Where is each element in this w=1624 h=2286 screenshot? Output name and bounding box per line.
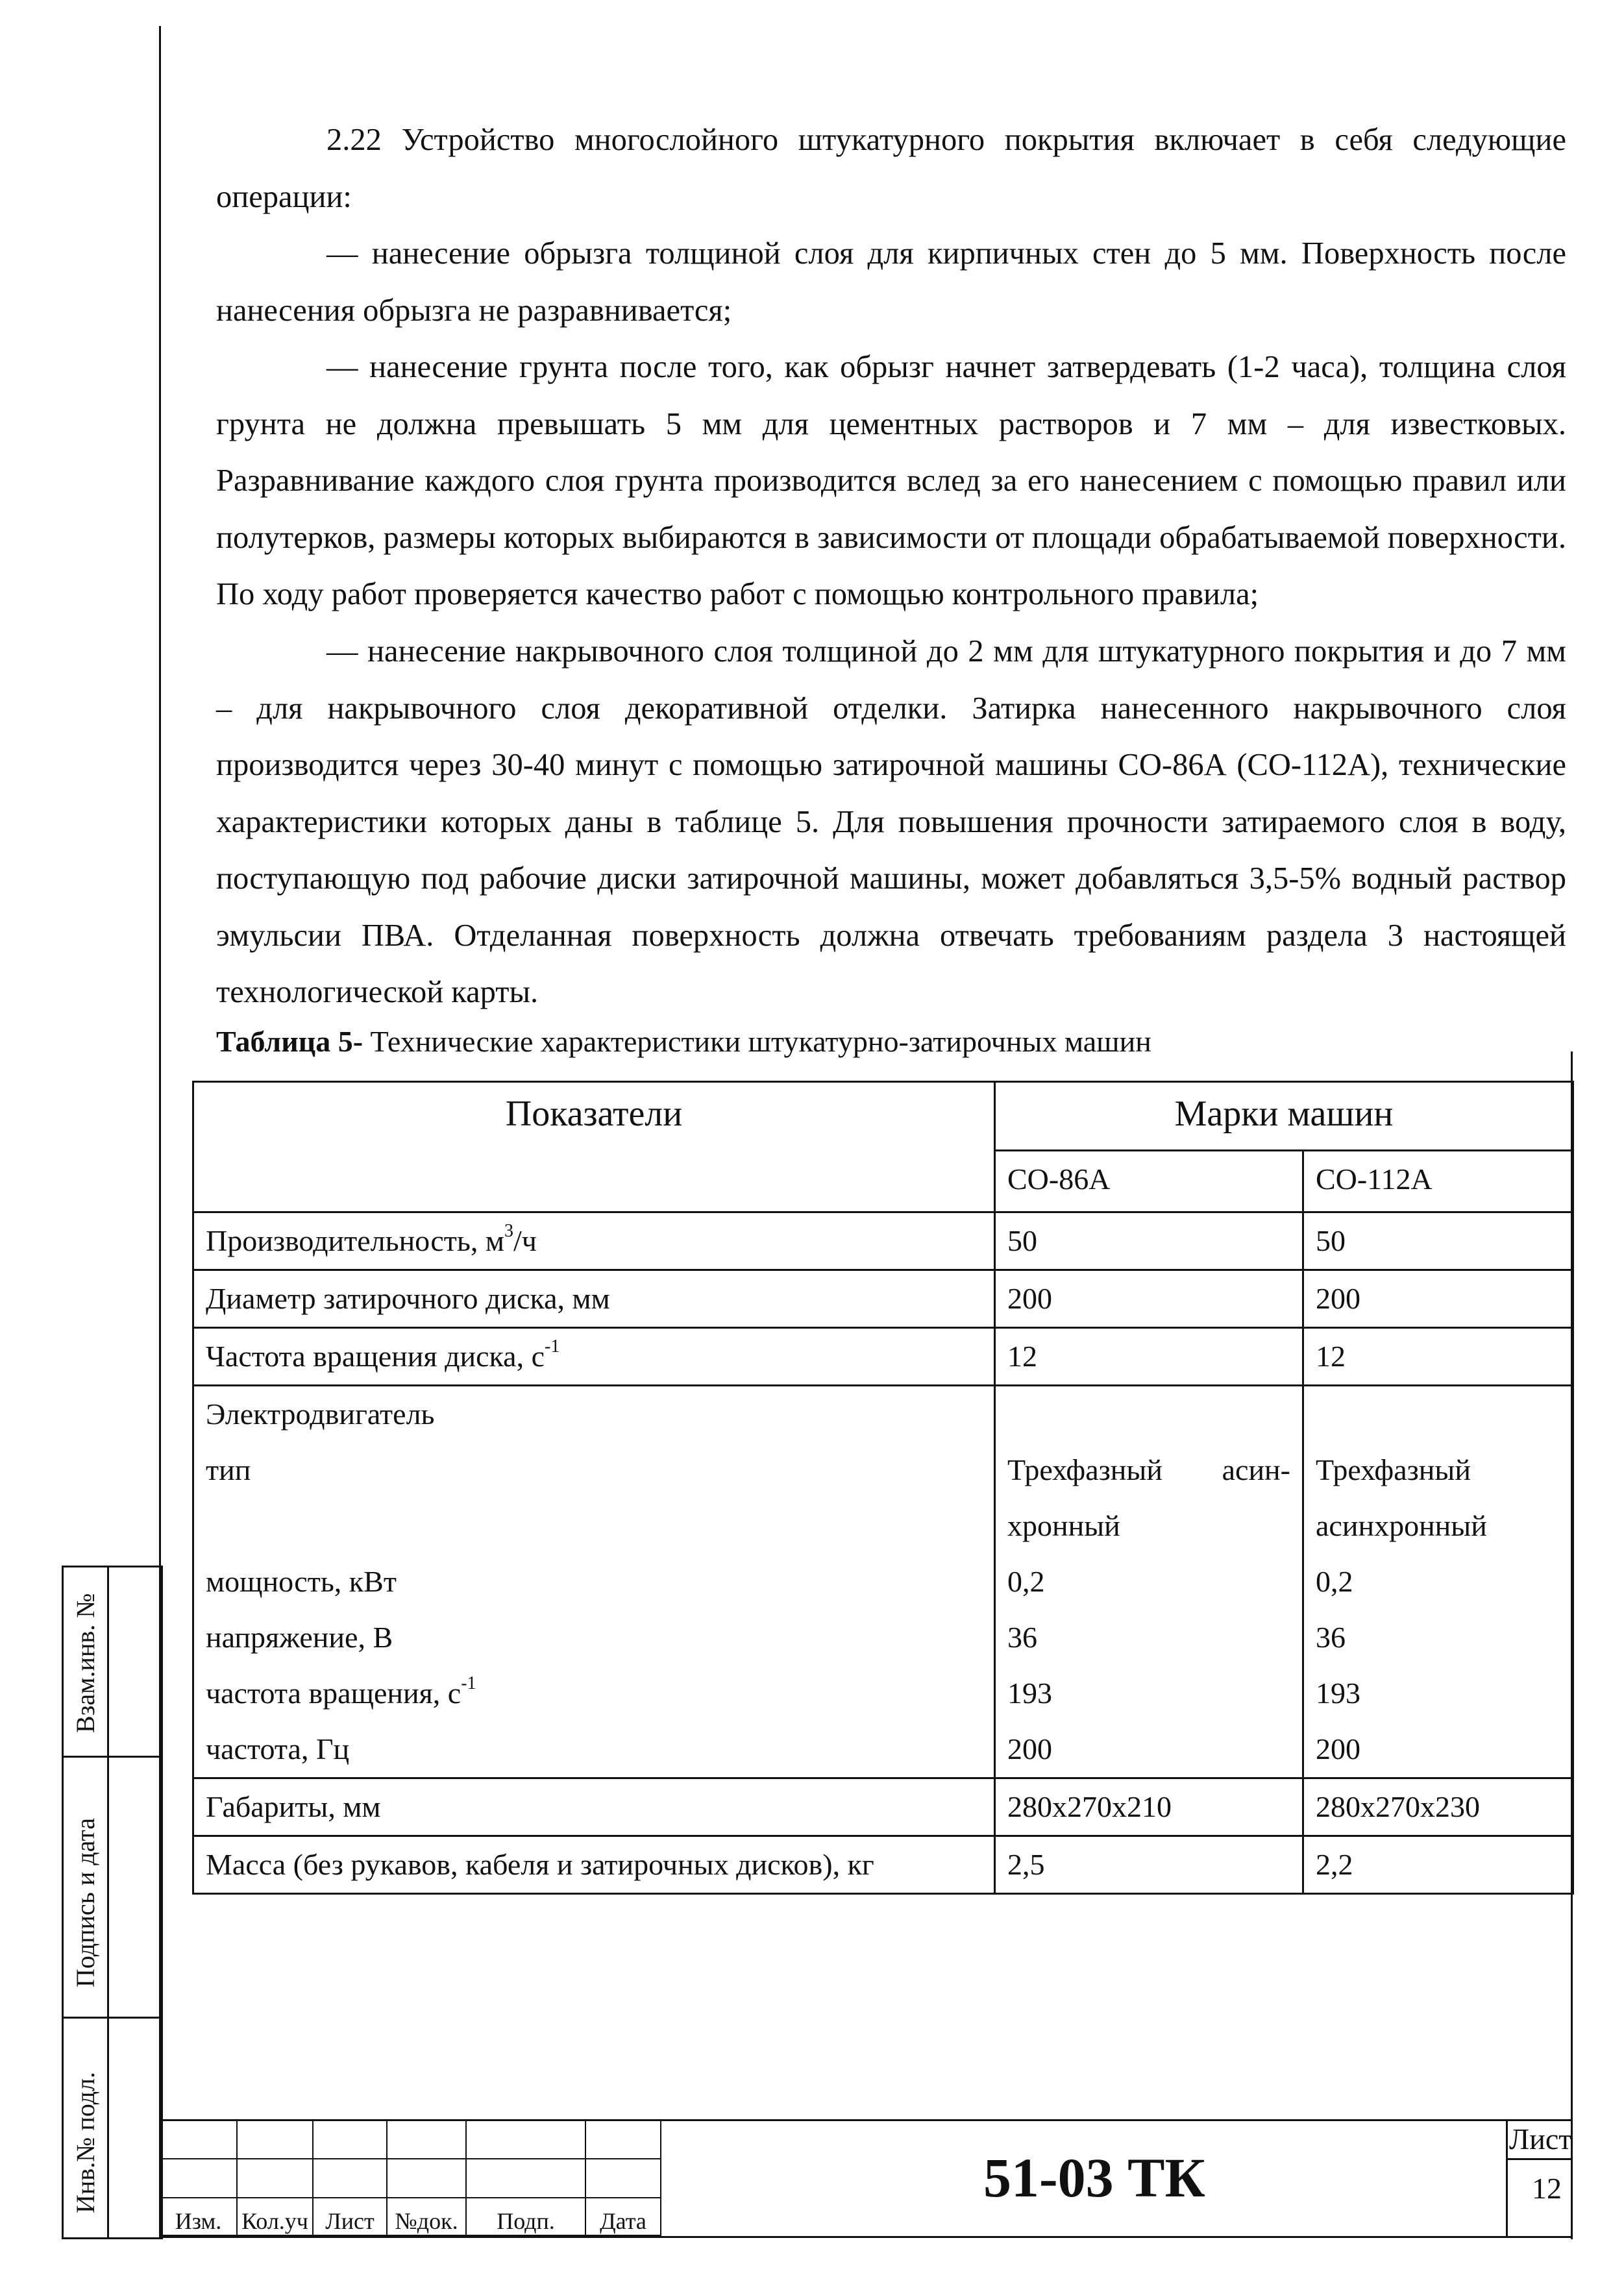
cell-value: 200 (995, 1270, 1303, 1328)
row-label: Частота вращения диска, $с^{-1}$ (193, 1328, 995, 1386)
model-1: СО-86А (995, 1150, 1303, 1212)
model-2: СО-112А (1303, 1150, 1573, 1212)
cell-value: 2,5 (995, 1836, 1303, 1894)
title-bottom-line (159, 2236, 1572, 2238)
col-doc: №док. (387, 2198, 466, 2235)
cell-value: 280x270x210 (995, 1778, 1303, 1836)
paragraph-1: 2.22 Устройство многослойного штукатурного покрытия включает в себя следующие операции: (216, 123, 1566, 214)
motor-values-1: Трехфазный асин- хронный 0,2 36 193 200 (995, 1386, 1303, 1778)
cell-value: 200 (1303, 1270, 1573, 1328)
side-label-replace-inv: Взам.инв. № (71, 1593, 100, 1733)
side-label-signature: Подпись и дата (71, 1817, 100, 1987)
title-top-line (159, 2119, 1572, 2121)
side-stamp-divider (107, 1566, 109, 2237)
table-row (193, 1836, 1573, 1894)
revision-grid (159, 2119, 661, 2236)
row-label: Производительность, $м^3/ч$ (193, 1212, 995, 1270)
col-data: Дата (585, 2198, 661, 2235)
sheet-box-left (1506, 2119, 1508, 2237)
table-row (193, 1778, 1573, 1836)
side-label-inv-orig: Инв.№ подл. (71, 2072, 100, 2213)
paragraph-2: — нанесение обрызга толщиной слоя для кирпичных стен до 5 мм. Поверхность после нанесения обрызга не разравнивается; (216, 236, 1566, 328)
motor-values-2: Трехфазный асинхронный 0,2 36 193 200 (1303, 1386, 1573, 1778)
cell-value: 12 (1303, 1328, 1573, 1386)
col-izm: Изм. (160, 2198, 237, 2235)
title-block (159, 2119, 1572, 2237)
cell-value: 50 (1303, 1212, 1573, 1270)
col-list: Лист (313, 2198, 387, 2235)
motor-labels: Электродвигатель тип мощность, кВт напряжение, В частота вращения, $с^{-1}$ частота, Гц (193, 1386, 995, 1778)
sheet-divider (1506, 2158, 1572, 2160)
row-label: Масса (без рукавов, кабеля и затирочных дисков), кг (193, 1836, 995, 1894)
machines-table (192, 1081, 1574, 1895)
table-row (193, 1386, 1573, 1778)
table-row (193, 1082, 1573, 1151)
sheet-number: 12 (1532, 2172, 1562, 2205)
cell-value: 12 (995, 1328, 1303, 1386)
header-models: Марки машин (995, 1082, 1573, 1151)
header-indicators: Показатели (193, 1082, 995, 1212)
table-row (193, 1212, 1573, 1270)
sheet-label: Лист (1509, 2122, 1572, 2156)
cell-value: 2,2 (1303, 1836, 1573, 1894)
col-kol: Кол.уч (237, 2198, 313, 2235)
row-label: Габариты, мм (193, 1778, 995, 1836)
row-label: Диаметр затирочного диска, мм (193, 1270, 995, 1328)
cell-value: 50 (995, 1212, 1303, 1270)
table-caption: Таблица 5- Технические характеристики штукатурно-затирочных машин (216, 1025, 1151, 1058)
table-row (193, 1270, 1573, 1328)
cell-value: 280x270x230 (1303, 1778, 1573, 1836)
paragraph-3: — нанесение грунта после того, как обрызг начнет затвердевать (1-2 часа), толщина слоя грунта не должна превышать 5 мм для цементных растворов и 7 мм – для известковых. Разравнивание каждого слоя грунта производится вслед за его нанесением с помощью правил или полутерков, размеры которых выбираются в зависимости от площади обрабатываемой поверхности. По ходу работ проверяется качество работ с помощью контрольного правила; (216, 350, 1566, 611)
document-code: 51-03 ТК (983, 2146, 1205, 2209)
paragraph-4: — нанесение накрывочного слоя толщиной до 2 мм для штукатурного покрытия и до 7 мм – для накрывочного слоя декоративной отделки. Затирка нанесенного накрывочного слоя производится через 30-40 минут с помощью затирочной машины СО-86А (СО-112А), технические характеристики которых даны в таблице 5. Для повышения прочности затираемого слоя в воду, поступающую под рабочие диски затирочной машины, может добавляться 3,5-5% водный раствор эмульсии ПВА. Отделанная поверхность должна отвечать требованиям раздела 3 настоящей технологической карты. (216, 634, 1566, 1009)
col-podp: Подп. (466, 2198, 585, 2235)
table-row (193, 1328, 1573, 1386)
